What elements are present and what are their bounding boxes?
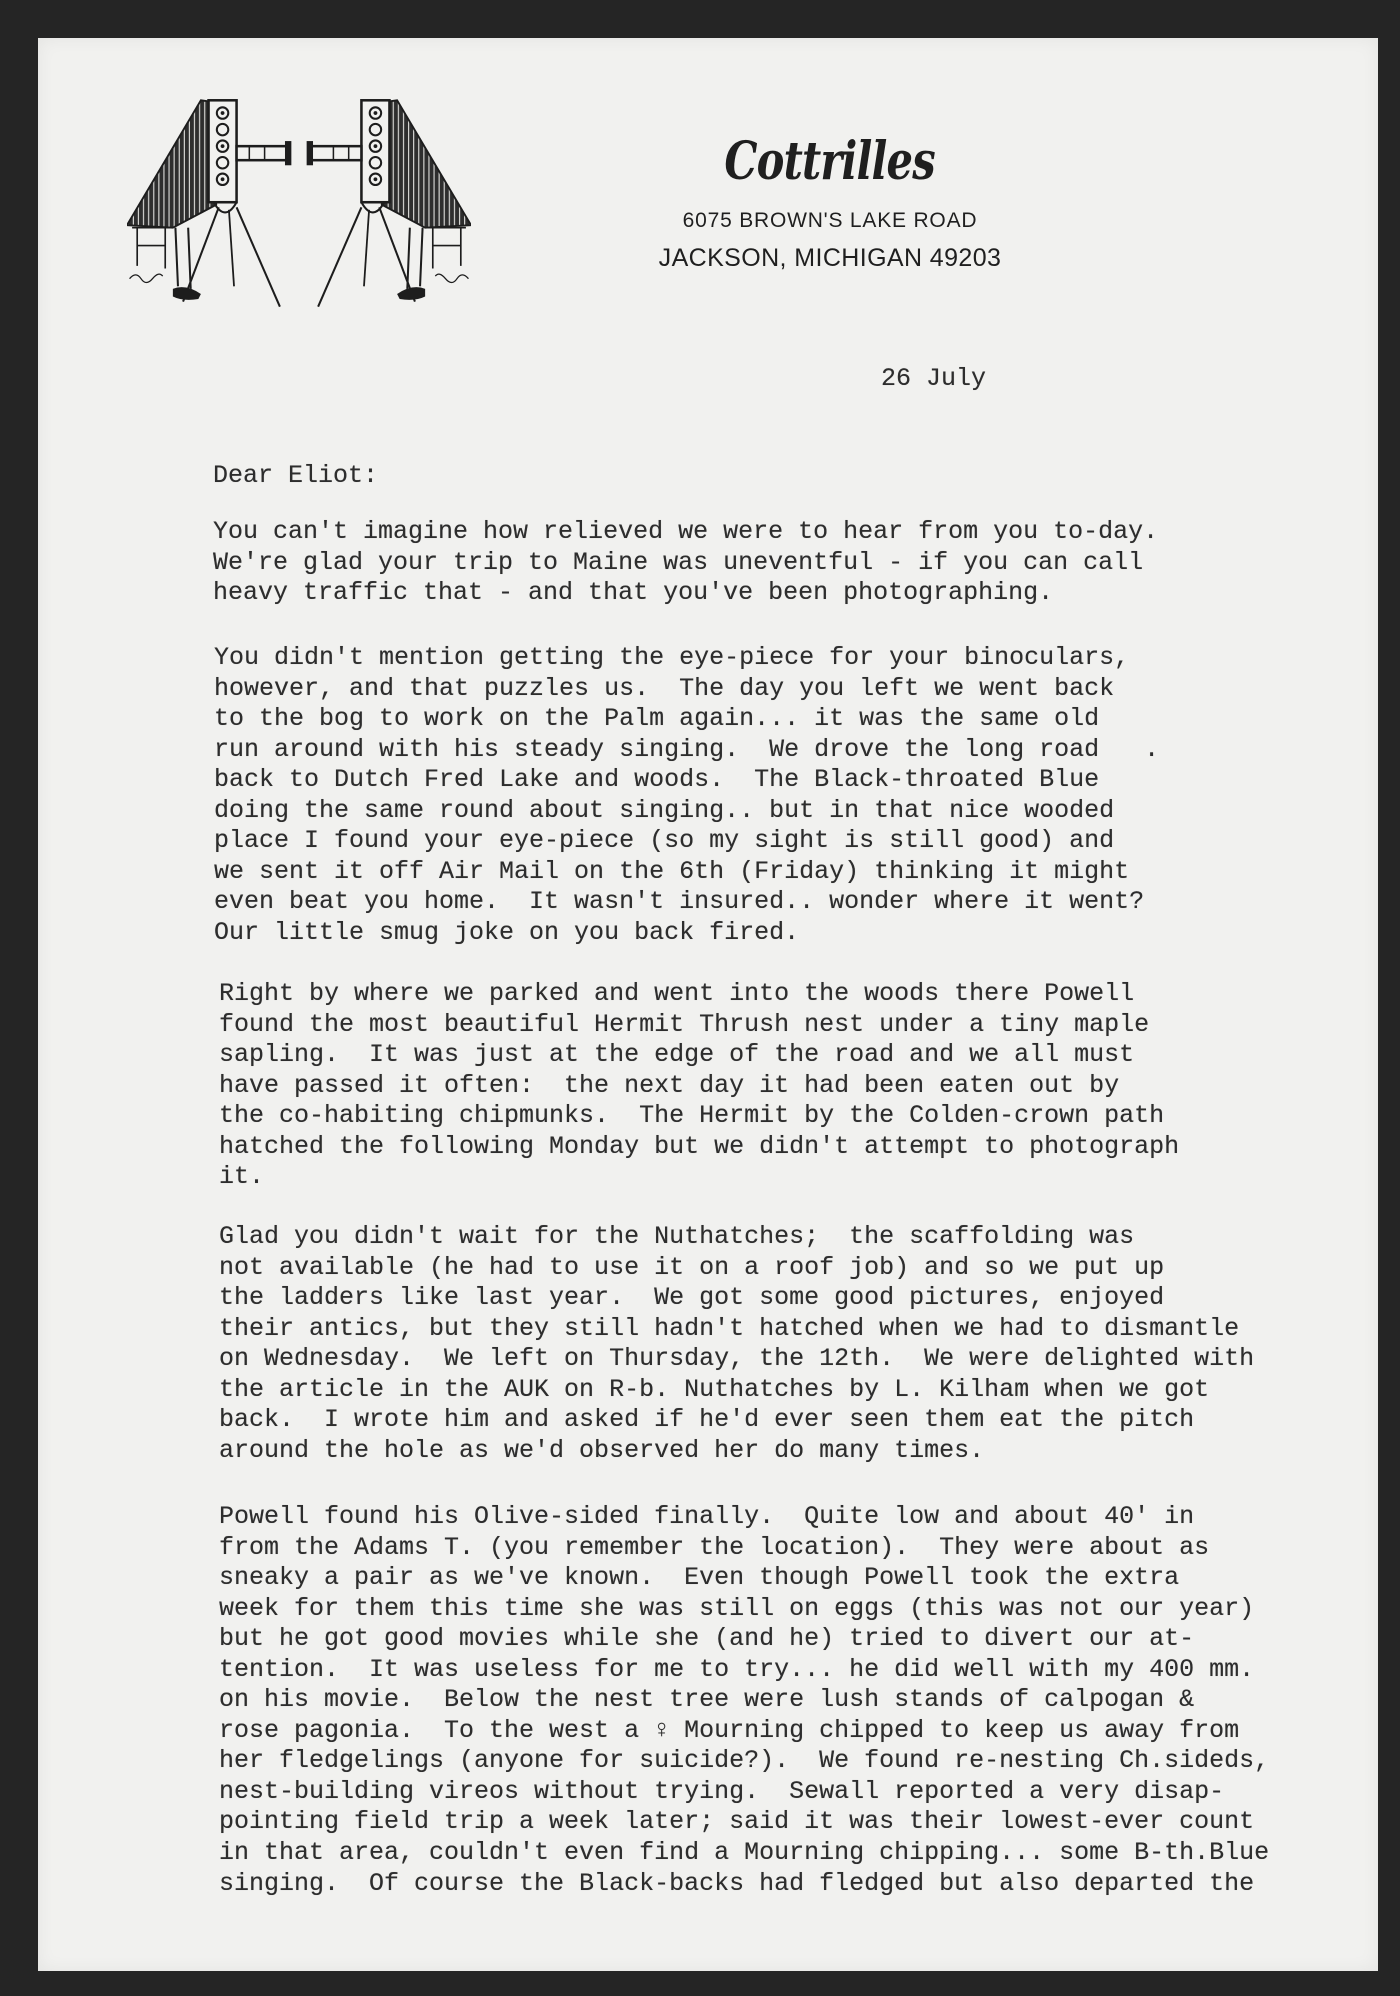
bellows-cameras-illustration [127,95,471,312]
salutation: Dear Eliot: [213,461,379,490]
letterhead-name-text: Cottrilles [724,131,936,192]
letter-date: 26 July [881,364,987,393]
left-camera-drawing [127,100,291,306]
body-paragraph-2: You didn't mention getting the eye-piece for your binoculars, however, and that puzzles us. The day you left we went back to the bog to work on the Palm again... it was the same old run around with his steady singing. We drove the long road . back to Dutch Fred Lake and woods. The Black-throated Blue doing the same round about singing.. but in that nice wooded place I found your eye-piece (so my sight is still good) and we sent it off Air Mail on the 6th (Friday) thinking it might even beat you home. It wasn't insured.. wonder where it went? Our little smug joke on you back fired. [214,643,1160,947]
body-paragraph-4: Glad you didn't wait for the Nuthatches; the scaffolding was not available (he had to use it on a roof job) and so we put up the ladders like last year. We got some good pictures, enjoyed their antics, but they still hadn't hatched when we had to dismantle on Wednesday. We left on Thursday, the 12th. We were delighted with the article in the AUK on R-b. Nuthatches by L. Kilham when we got back. I wrote him and asked if he'd ever seen them eat the pitch around the hole as we'd observed her do many times. [219,1222,1255,1465]
body-paragraph-3: Right by where we parked and went into the woods there Powell found the most beautiful Hermit Thrush nest under a tiny maple sapling. It was just at the edge of the road and we all must have passed it often: the next day it had been eaten out by the co-habiting chipmunks. The Hermit by the Colden-crown path hatched the following Monday but we didn't attempt to photograph it. [219,979,1180,1192]
letterhead-street-address: 6075 BROWN'S LAKE ROAD [682,209,978,232]
right-camera-drawing [307,100,471,306]
body-paragraph-1: You can't imagine how relieved we were to hear from you to-day. We're glad your trip to Maine was uneventful - if you can call heavy traffic that - and that you've been photographing. [213,517,1159,608]
body-paragraph-5: Powell found his Olive-sided finally. Quite low and about 40' in from the Adams T. (you remember the location). They were about as sneaky a pair as we've known. Even though Powell took the extra week for them this time she was still on eggs (this was not our year) but he got good movies while she (and he) tried to divert our at- tention. It was useless for me to try... he did well with my 400 mm. on his movie. Below the nest tree were lush stands of calpogan & rose pagonia. To the west a ♀ Mourning chipped to keep us away from her fledgelings (anyone for suicide?). We found re-nesting Ch.sideds, nest-building vireos without trying. Sewall reported a very disap- pointing field trip a week later; said it was their lowest-ever count in that area, couldn't even find a Mourning chipping... some B-th.Blue singing. Of course the Black-backs had fledged but also departed the [219,1502,1270,1898]
letterhead-city-state-zip: JACKSON, MICHIGAN 49203 [658,244,1002,272]
letterhead-name [630,130,1030,194]
